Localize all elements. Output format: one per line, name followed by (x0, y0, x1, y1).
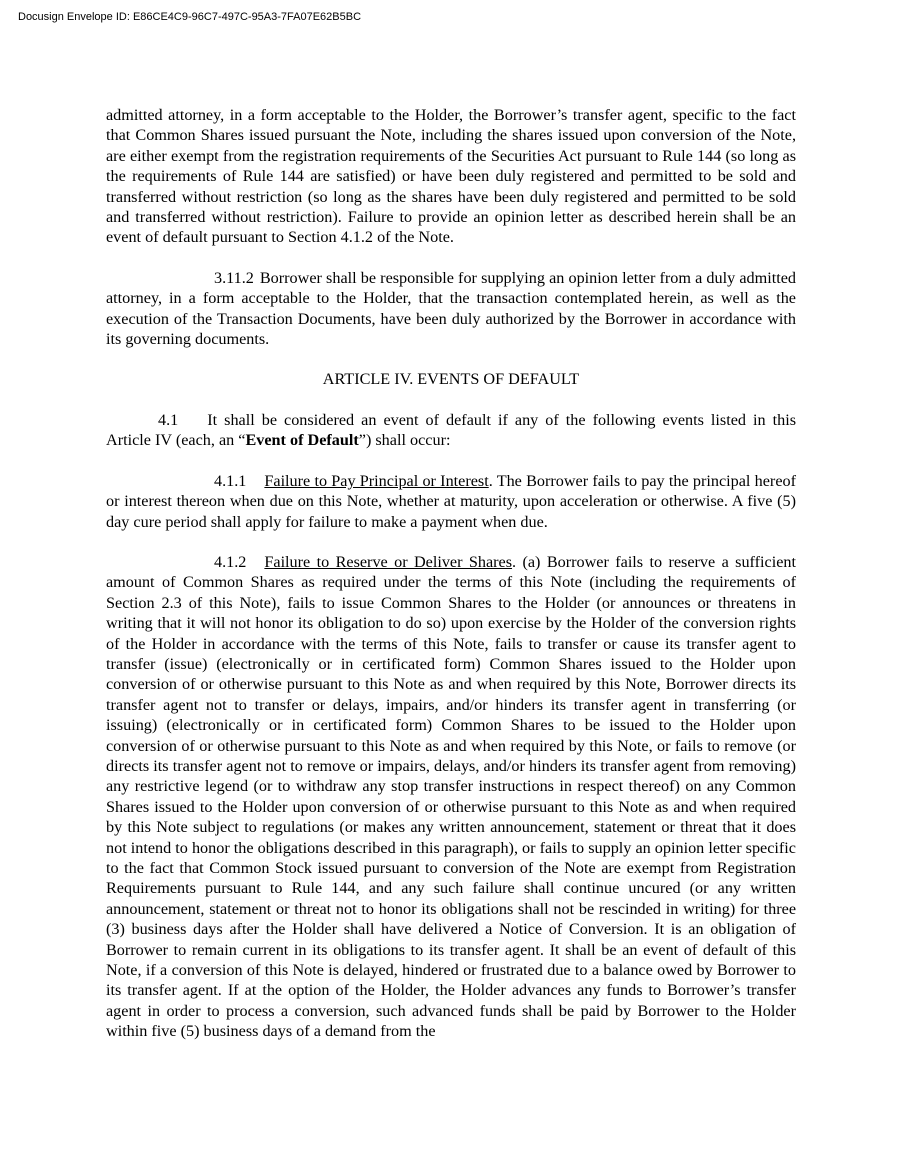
section-number: 4.1 (158, 410, 179, 429)
section-text: . The Borrower fails to pay the principal hereof or interest thereon when due on this Note, whether at maturity, upon acceleration or otherwise. A five (5) day cure period shall apply for failure to make a payment when due. (106, 471, 796, 531)
section-text: Borrower shall be responsible for supplying an opinion letter from a duly admitted attorney, in a form acceptable to the Holder, that the transaction contemplated herein, as well as the execution of the Transaction Documents, have been duly authorized by the Borrower in accordance with its governing documents. (106, 268, 796, 349)
section-3-11-2 (106, 268, 796, 350)
section-text-end: ”) shall occur: (358, 431, 451, 450)
section-4-1 (106, 410, 796, 451)
section-number: 3.11.2 (214, 268, 254, 287)
section-text: . (a) Borrower fails to reserve a sufficient amount of Common Shares as required under the terms of this Note (including the requirements of Section 2.3 of this Note), fails to issue Common Shares to the Holder (or announces or threatens in writing that it will not honor its obligation to do so) upon exercise by the Holder of the conversion rights of the Holder in accordance with the terms of this Note, fails to transfer or cause its transfer agent to transfer (issue) (electronically or in certificated form) Common Shares issued to the Holder upon conversion of or otherwise pursuant to this Note as and when required by this Note, Borrower directs its transfer agent not to transfer or delays, impairs, and/or hinders its transfer agent in transferring (or issuing) (electronically or in certificated form) Common Shares to be issued to the Holder upon conversion of or otherwise pursuant to this Note as and when required by this Note, or fails to remove (or directs its transfer agent not to remove or impairs, delays, and/or hinders its transfer agent from removing) any restrictive legend (or to withdraw any stop transfer instructions in respect thereof) on any Common Shares issued to the Holder upon conversion of or otherwise pursuant to this Note as and when required by this Note subject to regulations (or makes any written announcement, statement or threat that it does not intend to honor the obligations described in this paragraph), or fails to supply an opinion letter specific to the fact that Common Stock issued pursuant to conversion of the Note are exempt from Registration Requirements pursuant to Rule 144, and any such failure shall continue uncured (or any written announcement, statement or threat not to honor its obligations shall not be rescinded in writing) for three (3) business days after the Holder shall have delivered a Notice of Conversion. It is an obligation of Borrower to remain current in its obligations to its transfer agent. It shall be an event of default of this Note, if a conversion of this Note is delayed, hindered or frustrated due to a balance owed by Borrower to its transfer agent. If at the option of the Holder, the Holder advances any funds to Borrower’s transfer agent in order to process a conversion, such advanced funds shall be paid by Borrower to the Holder within five (5) business days of a demand from the (106, 552, 796, 1041)
section-number: 4.1.1 (214, 471, 247, 490)
section-title: Failure to Reserve or Deliver Shares (264, 552, 513, 571)
docusign-envelope-id: Docusign Envelope ID: E86CE4C9-96C7-497C-95A3-7FA07E62B5BC (18, 11, 362, 23)
defined-term: Event of Default (245, 431, 359, 450)
paragraph-continuation: admitted attorney, in a form acceptable to the Holder, the Borrower’s transfer agent, specific to the fact that Common Shares issued pursuant the Note, including the shares issued upon conversion of the Note, are either exempt from the registration requirements of the Securities Act pursuant to Rule 144 (so long as the requirements of Rule 144 are satisfied) or have been duly registered and permitted to be sold and transferred without restriction (so long as the shares have been duly registered and permitted to be sold and transferred without restriction). Failure to provide an opinion letter as described herein shall be an event of default pursuant to Section 4.1.2 of the Note. (106, 106, 796, 247)
section-4-1-1 (106, 471, 796, 532)
section-number: 4.1.2 (214, 552, 247, 571)
section-text: It shall be considered an event of default if any of the following events listed in this Article IV (each, an “ (106, 410, 796, 450)
article-heading: ARTICLE IV. EVENTS OF DEFAULT (322, 370, 580, 389)
section-title: Failure to Pay Principal or Interest (264, 471, 489, 490)
section-4-1-2 (106, 552, 796, 1042)
document-page (106, 105, 796, 1042)
